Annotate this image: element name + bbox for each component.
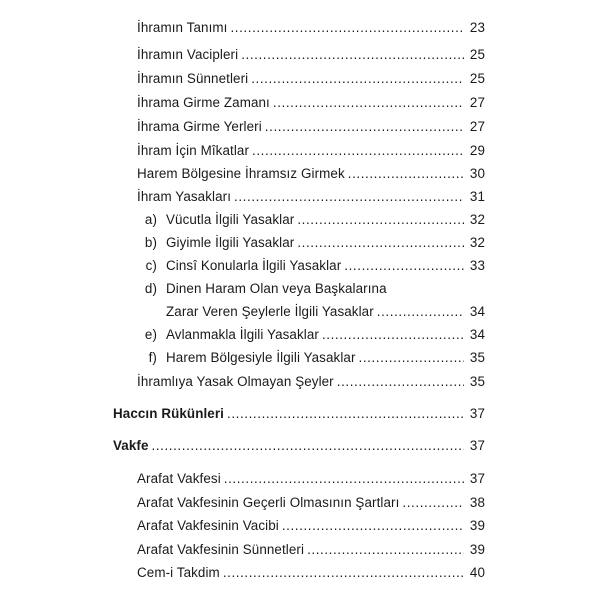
toc-entry-arafat-sartlari bbox=[137, 492, 485, 514]
page-number: 38 bbox=[469, 495, 485, 510]
entry-title: İhramlıya Yasak Olmayan Şeyler bbox=[137, 374, 334, 389]
dot-leader bbox=[241, 44, 464, 66]
entry-title: İhramın Vacipleri bbox=[137, 47, 239, 62]
toc-entry-ihram-sunnetleri bbox=[137, 68, 485, 90]
page-number: 40 bbox=[469, 565, 485, 580]
page-number: 39 bbox=[469, 542, 485, 557]
page-number: 30 bbox=[469, 166, 485, 181]
dot-leader bbox=[348, 163, 464, 185]
page-number: 27 bbox=[469, 119, 485, 134]
dot-leader bbox=[282, 515, 464, 537]
list-marker: a) bbox=[144, 212, 157, 227]
dot-leader bbox=[297, 232, 464, 254]
toc-section-vakfe bbox=[113, 435, 485, 457]
dot-leader bbox=[402, 492, 464, 514]
toc-entry-ihramliya-yasak-olmayan bbox=[137, 371, 485, 393]
page-number: 25 bbox=[469, 71, 485, 86]
dot-leader bbox=[223, 562, 464, 584]
page-number: 35 bbox=[469, 350, 485, 365]
entry-title: Arafat Vakfesinin Vacibi bbox=[137, 518, 279, 533]
list-marker: b) bbox=[144, 235, 157, 250]
dot-leader bbox=[297, 209, 464, 231]
toc-subentry-a bbox=[137, 209, 485, 231]
list-marker: c) bbox=[145, 258, 157, 273]
page-number: 39 bbox=[469, 518, 485, 533]
section-title: Haccın Rükünleri bbox=[113, 406, 224, 421]
dot-leader bbox=[359, 347, 464, 369]
toc-entry-ihram-mikatlar bbox=[137, 140, 485, 162]
entry-title: Arafat Vakfesi bbox=[137, 471, 221, 486]
entry-title: İhram İçin Mîkatlar bbox=[137, 143, 250, 158]
toc-entry-cem-i-takdim bbox=[137, 562, 485, 584]
toc-entry-ihrama-girme-yerleri bbox=[137, 116, 485, 138]
entry-title: Giyimle İlgili Yasaklar bbox=[166, 235, 295, 250]
dot-leader bbox=[344, 255, 464, 277]
dot-leader bbox=[252, 140, 464, 162]
page-number: 27 bbox=[469, 95, 485, 110]
entry-title: Harem Bölgesine İhramsız Girmek bbox=[137, 166, 345, 181]
entry-title: Vücutla İlgili Yasaklar bbox=[166, 212, 295, 227]
toc-entry-harem-ihramsiz bbox=[137, 163, 485, 185]
entry-title: Arafat Vakfesinin Sünnetleri bbox=[137, 542, 305, 557]
toc-entry-ihram-yasaklari bbox=[137, 186, 485, 208]
toc-entry-ihrama-girme-zamani bbox=[137, 92, 485, 114]
entry-title: Dinen Haram Olan veya Başkalarına bbox=[166, 281, 387, 296]
page-number: 32 bbox=[469, 235, 485, 250]
dot-leader bbox=[224, 468, 464, 490]
page-number: 37 bbox=[469, 438, 485, 453]
toc-subentry-d-line2 bbox=[137, 301, 485, 323]
entry-title: Zarar Veren Şeylerle İlgili Yasaklar bbox=[166, 304, 374, 319]
entry-title: İhram Yasakları bbox=[137, 189, 232, 204]
dot-leader bbox=[234, 186, 464, 208]
entry-title: Avlanmakla İlgili Yasaklar bbox=[166, 327, 319, 342]
toc-subentry-b bbox=[137, 232, 485, 254]
entry-title: İhrama Girme Yerleri bbox=[137, 119, 262, 134]
dot-leader bbox=[227, 403, 464, 425]
dot-leader bbox=[337, 371, 464, 393]
toc-section-haccin-rukunleri bbox=[113, 403, 485, 425]
toc-subentry-e bbox=[137, 324, 485, 346]
list-marker: e) bbox=[144, 327, 157, 342]
page-number: 35 bbox=[469, 374, 485, 389]
dot-leader bbox=[307, 539, 464, 561]
dot-leader bbox=[322, 324, 464, 346]
page-number: 37 bbox=[469, 406, 485, 421]
toc-subentry-c bbox=[137, 255, 485, 277]
section-title: Vakfe bbox=[113, 438, 149, 453]
page-number: 25 bbox=[469, 47, 485, 62]
page-number: 33 bbox=[469, 258, 485, 273]
dot-leader bbox=[251, 68, 464, 90]
toc-entry-arafat-vakfesi bbox=[137, 468, 485, 490]
toc-subentry-f bbox=[137, 347, 485, 369]
dot-leader bbox=[152, 435, 465, 457]
list-marker: f) bbox=[148, 350, 157, 365]
entry-title: İhramın Sünnetleri bbox=[137, 71, 249, 86]
dot-leader bbox=[265, 116, 464, 138]
page-number: 23 bbox=[469, 20, 485, 35]
toc-entry-ihram-vacipleri bbox=[137, 44, 485, 66]
page-number: 29 bbox=[469, 143, 485, 158]
dot-leader bbox=[377, 301, 464, 323]
toc-subentry-d-line1 bbox=[137, 278, 485, 300]
toc-entry-arafat-vacibi bbox=[137, 515, 485, 537]
entry-title: Cinsî Konularla İlgili Yasaklar bbox=[166, 258, 342, 273]
dot-leader bbox=[273, 92, 464, 114]
toc-entry-arafat-sunnetleri bbox=[137, 539, 485, 561]
entry-title: İhramın Tanımı bbox=[137, 20, 228, 35]
toc-entry-ihram-tanimi bbox=[137, 17, 485, 39]
entry-title: Cem-i Takdim bbox=[137, 565, 220, 580]
page-number: 34 bbox=[469, 327, 485, 342]
entry-title: İhrama Girme Zamanı bbox=[137, 95, 270, 110]
entry-title: Arafat Vakfesinin Geçerli Olmasının Şartları bbox=[137, 495, 400, 510]
list-marker: d) bbox=[144, 281, 157, 296]
page-number: 31 bbox=[469, 189, 485, 204]
page-number: 37 bbox=[469, 471, 485, 486]
page-number: 32 bbox=[469, 212, 485, 227]
dot-leader bbox=[230, 17, 464, 39]
entry-title: Harem Bölgesiyle İlgili Yasaklar bbox=[166, 350, 356, 365]
page-number: 34 bbox=[469, 304, 485, 319]
